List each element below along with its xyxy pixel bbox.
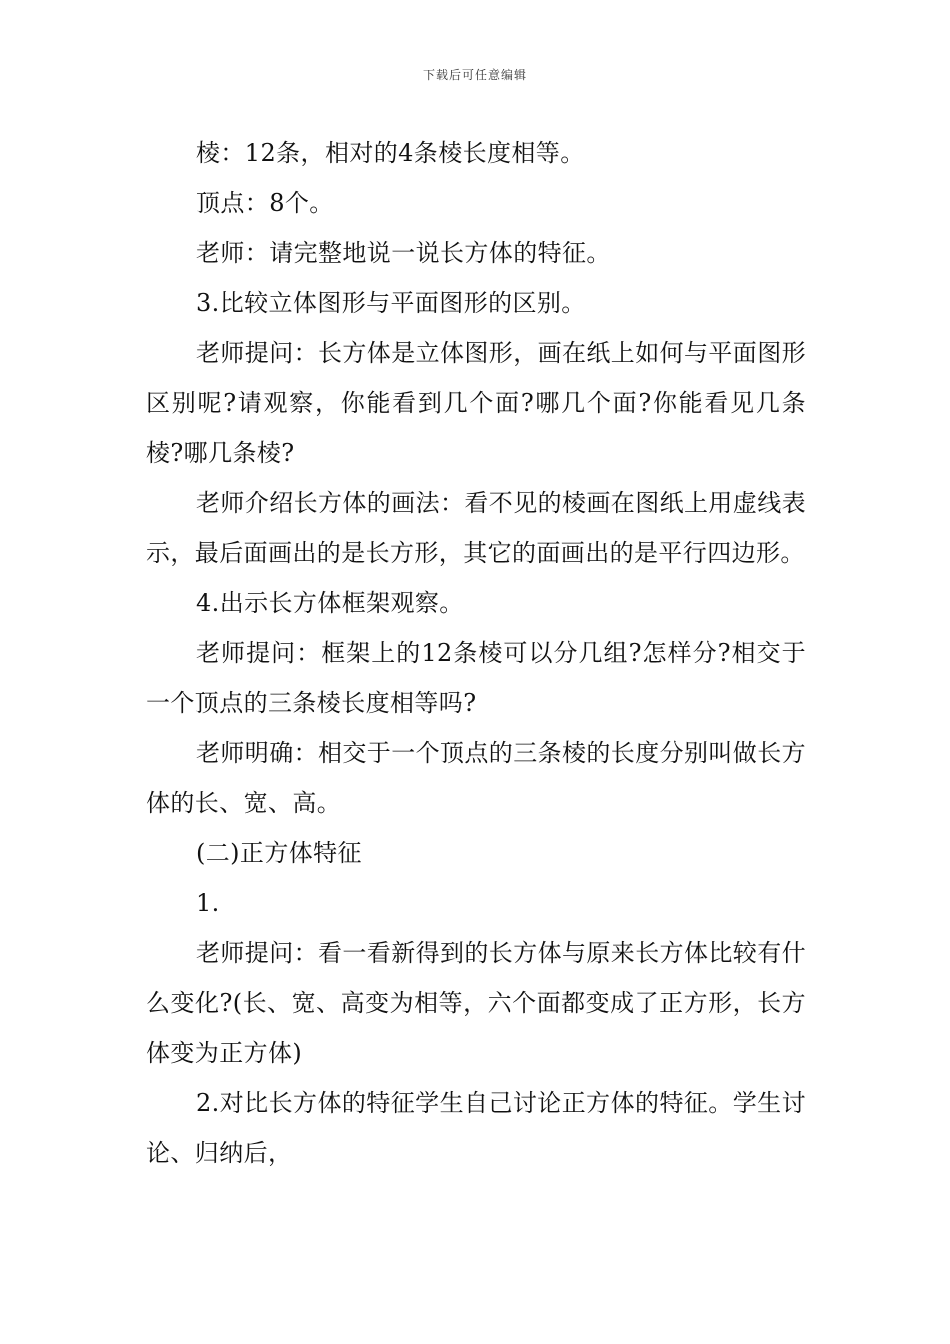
paragraph-item-one: 1.: [196, 889, 220, 917]
document-body: [146, 128, 806, 1178]
page-header: 下载后可任意编辑: [422, 68, 527, 82]
paragraph-teacher-question-change: 老师提问：看一看新得到的长方体与原来长方体比较有什么变化?(长、宽、高变为相等，六个面都变成了正方形，长方体变为正方体): [146, 939, 806, 1067]
paragraph-teacher-question-observe: 老师提问：长方体是立体图形，画在纸上如何与平面图形区别呢?请观察，你能看到几个面?哪几个面?你能看见几条棱?哪几条棱?: [146, 339, 806, 467]
section-heading-cube: (二)正方体特征: [196, 839, 362, 867]
paragraph-drawing-method: 老师介绍长方体的画法：看不见的棱画在图纸上用虚线表示，最后面画出的是长方形，其它的面画出的是平行四边形。: [146, 489, 806, 567]
paragraph-frame-observe: 4.出示长方体框架观察。: [196, 589, 464, 617]
paragraph-teacher-features: 老师：请完整地说一说长方体的特征。: [196, 239, 611, 267]
paragraph-teacher-question-frame: 老师提问：框架上的12条棱可以分几组?怎样分?相交于一个顶点的三条棱长度相等吗?: [146, 639, 806, 717]
paragraph-cube-discussion: 2.对比长方体的特征学生自己讨论正方体的特征。学生讨论、归纳后，: [146, 1089, 806, 1167]
paragraph-vertices: 顶点：8个。: [196, 189, 334, 217]
paragraph-compare-shapes: 3.比较立体图形与平面图形的区别。: [196, 289, 586, 317]
paragraph-edges: 棱：12条，相对的4条棱长度相等。: [196, 139, 585, 167]
paragraph-teacher-clarify: 老师明确：相交于一个顶点的三条棱的长度分别叫做长方体的长、宽、高。: [146, 739, 806, 817]
